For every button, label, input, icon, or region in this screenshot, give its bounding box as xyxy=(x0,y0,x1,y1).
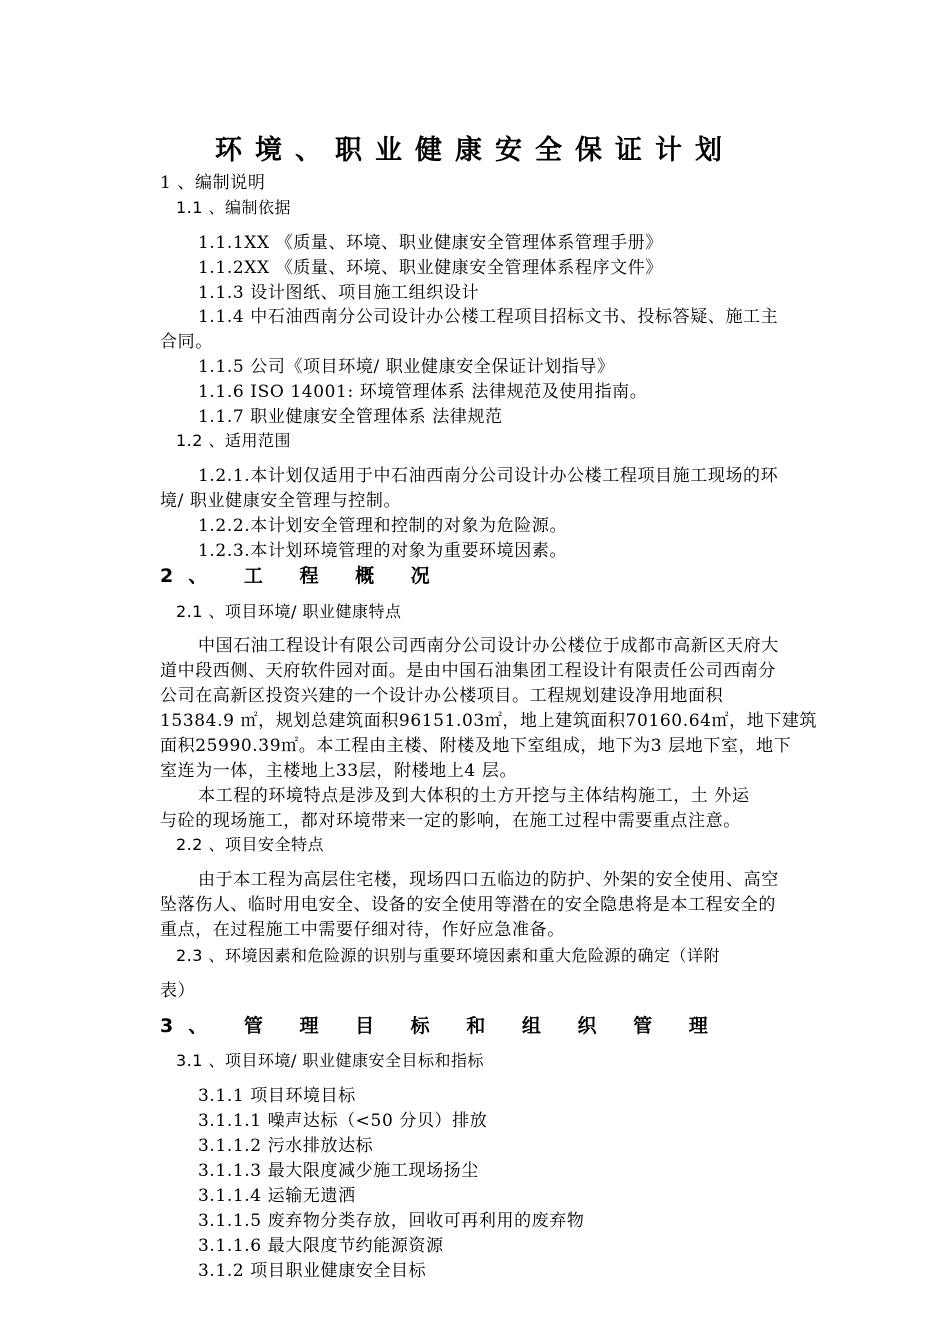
text-line: 1.1.2XX 《质量、环境、职业健康安全管理体系程序文件》 xyxy=(198,258,663,278)
text-line: 境/ 职业健康安全管理与控制。 xyxy=(160,491,402,511)
paragraph-line: 本工程的环境特点是涉及到大体积的土方开挖与主体结构施工，土 外运 xyxy=(198,786,750,806)
paragraph-line: 面积25990.39㎡。本工程由主楼、附楼及地下室组成，地下为3 层地下室，地下 xyxy=(160,736,792,756)
text-line: 1.1.1XX 《质量、环境、职业健康安全管理体系管理手册》 xyxy=(198,233,663,253)
paragraph-line: 公司在高新区投资兴建的一个设计办公楼项目。工程规划建设净用地面积 xyxy=(160,686,724,706)
text-line: 3.1.2 项目职业健康安全目标 xyxy=(198,1261,427,1281)
text-line: 1.1.3 设计图纸、项目施工组织设计 xyxy=(198,283,480,303)
text-line: 3.1.1.6 最大限度节约能源资源 xyxy=(198,1236,444,1256)
paragraph-line: 与砼的现场施工，都对环境带来一定的影响，在施工过程中需要重点注意。 xyxy=(160,811,741,831)
section-heading: 2、 工 程 概 况 xyxy=(160,565,445,587)
text-line: 3.1.1.4 运输无遗洒 xyxy=(198,1186,356,1206)
section-heading: 1 、编制说明 xyxy=(160,173,266,193)
text-line: 表） xyxy=(160,981,196,1001)
section-heading: 3、 管 理 目 标 和 组 织 管 理 xyxy=(160,1015,723,1037)
text-line: 1.1.5 公司《项目环境/ 职业健康安全保证计划指导》 xyxy=(198,357,615,377)
text-line: 合同。 xyxy=(160,332,213,352)
document-title: 环境、职业健康安全保证计划 xyxy=(215,135,735,166)
subsection-heading: 3.1 、项目环境/ 职业健康安全目标和指标 xyxy=(176,1051,485,1070)
text-line: 3.1.1.1 噪声达标（<50 分贝）排放 xyxy=(198,1111,488,1131)
text-line: 1.1.6 ISO 14001: 环境管理体系 法律规范及使用指南。 xyxy=(198,382,648,402)
paragraph-line: 重点，在过程施工中需要仔细对待，作好应急准备。 xyxy=(160,920,565,940)
paragraph-line: 道中段西侧、天府软件园对面。是由中国石油集团工程设计有限责任公司西南分 xyxy=(160,661,776,681)
text-line: 1.2.2.本计划安全管理和控制的对象为危险源。 xyxy=(198,516,568,536)
text-line: 1.2.3.本计划环境管理的对象为重要环境因素。 xyxy=(198,541,568,561)
subsection-heading: 1.1 、编制依据 xyxy=(176,198,292,217)
text-line: 1.2.1.本计划仅适用于中石油西南分公司设计办公楼工程项目施工现场的环 xyxy=(198,466,779,486)
text-line: 3.1.1.3 最大限度减少施工现场扬尘 xyxy=(198,1161,479,1181)
text-line: 3.1.1 项目环境目标 xyxy=(198,1086,356,1106)
paragraph-line: 中国石油工程设计有限公司西南分公司设计办公楼位于成都市高新区天府大 xyxy=(198,636,779,656)
paragraph-line: 坠落伤人、临时用电安全、设备的安全使用等潜在的安全隐患将是本工程安全的 xyxy=(160,895,776,915)
subsection-heading: 2.2 、项目安全特点 xyxy=(176,835,325,854)
subsection-heading: 2.3 、环境因素和危险源的识别与重要环境因素和重大危险源的确定（详附 xyxy=(176,946,721,965)
paragraph-line: 由于本工程为高层住宅楼，现场四口五临边的防护、外架的安全使用、高空 xyxy=(198,870,779,890)
text-line: 1.1.7 职业健康安全管理体系 法律规范 xyxy=(198,407,503,427)
subsection-heading: 2.1 、项目环境/ 职业健康特点 xyxy=(176,602,402,621)
paragraph-line: 15384.9 ㎡，规划总建筑面积96151.03㎡，地上建筑面积70160.64㎡，地下建筑 xyxy=(160,711,818,731)
paragraph-line: 室连为一体，主楼地上33层，附楼地上4 层。 xyxy=(160,761,518,781)
subsection-heading: 1.2 、适用范围 xyxy=(176,431,292,450)
text-line: 1.1.4 中石油西南分公司设计办公楼工程项目招标文书、投标答疑、施工主 xyxy=(198,307,779,327)
text-line: 3.1.1.2 污水排放达标 xyxy=(198,1136,374,1156)
text-line: 3.1.1.5 废弃物分类存放，回收可再利用的废弃物 xyxy=(198,1211,585,1231)
